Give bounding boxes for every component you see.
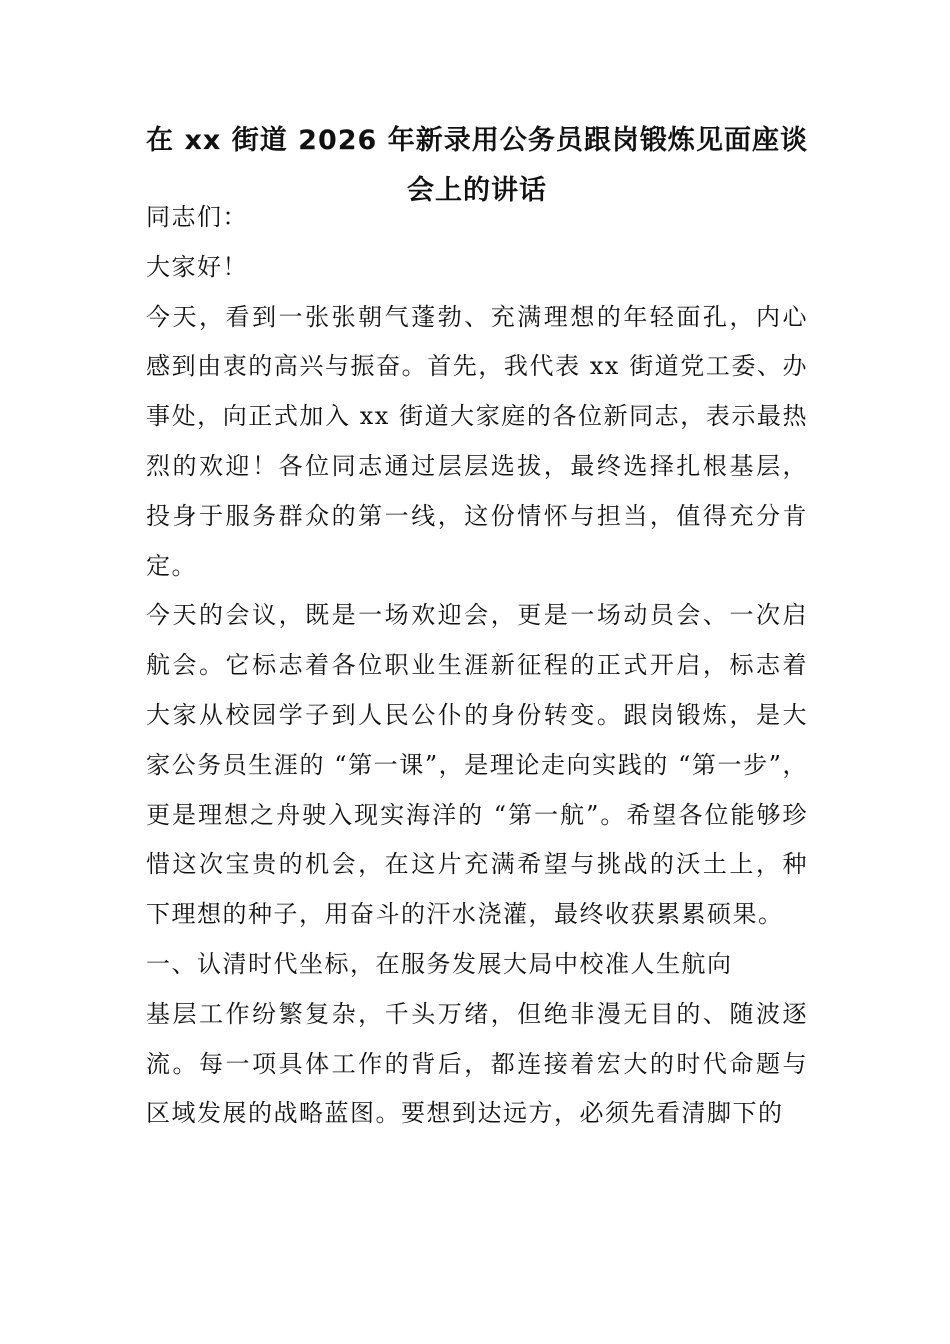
paragraph-meeting-purpose: 今天的会议，既是一场欢迎会，更是一场动员会、一次启航会。它标志着各位职业生涯新征程的正式开启，标志着大家从校园学子到人民公仆的身份转变。跟岗锻炼，是大家公务员生涯的 “第一课”，是理论走向实践的 “第一步”，更是理想之舟驶入现实海洋的 “第一航”。希望各位能够珍惜这次宝贵的机会，在这片充满希望与挑战的沃土上，种下理想的种子，用奋斗的汗水浇灌，最终收获累累硕果。 (146, 601, 808, 929)
paragraph-section-1: 基层工作纷繁复杂，千头万绪，但绝非漫无目的、随波逐流。每一项具体工作的背后，都连接着宏大的时代命题与区域发展的战略蓝图。要想到达远方，必须先看清脚下的 (146, 999, 808, 1128)
document-title: 在 xx 街道 2026 年新录用公务员跟岗锻炼见面座谈会上的讲话 (146, 125, 808, 206)
greeting: 大家好！ (146, 252, 248, 281)
section-heading-1: 一、认清时代坐标，在服务发展大局中校准人生航向 (146, 949, 733, 978)
salutation: 同志们： (146, 203, 248, 231)
paragraph-welcome: 今天，看到一张张朝气蓬勃、充满理想的年轻面孔，内心感到由衷的高兴与振奋。首先，我代表 xx 街道党工委、办事处，向正式加入 xx 街道大家庭的各位新同志，表示最热烈的欢迎！各位同志通过层层选拔，最终选择扎根基层，投身于服务群众的第一线，这份情怀与担当，值得充分肯定。 (146, 302, 808, 580)
document-body (146, 193, 808, 1139)
